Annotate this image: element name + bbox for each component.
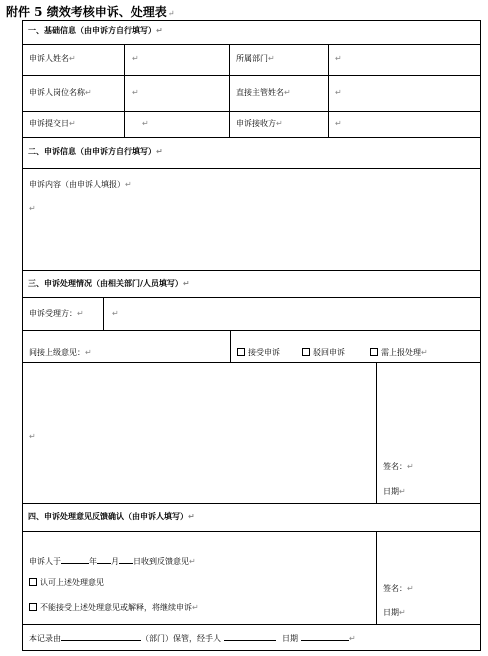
receiver-field[interactable]: ↵ (335, 119, 342, 128)
superior-opinion-field[interactable]: ↵ (29, 432, 36, 441)
applicant-name-label: 申诉人姓名↵ (29, 54, 76, 63)
department-field[interactable]: ↵ (335, 54, 342, 63)
acceptor-label: 申诉受理方：↵ (29, 309, 84, 318)
return-mark-icon: ↵ (167, 9, 175, 18)
position-field[interactable]: ↵ (132, 88, 139, 97)
position-label: 申诉人岗位名称↵ (29, 88, 92, 97)
page-title: 附件 5 绩效考核申诉、处理表↵ (6, 5, 175, 19)
handling-sign-label: 签名：↵ (383, 462, 414, 471)
feedback-received-line: 申诉人于 年 月 日收到反馈意见↵ (29, 557, 196, 566)
record-custody-line: 本记录由 （部门）保管，经手人 日期 ↵ (29, 634, 356, 643)
section-handling-heading: 三、申诉处理情况（由相关部门/人员填写）↵ (28, 279, 190, 288)
supervisor-field[interactable]: ↵ (335, 88, 342, 97)
section-basic-info-heading: 一、基础信息（由申诉方自行填写）↵ (28, 26, 163, 35)
department-label: 所属部门↵ (236, 54, 275, 63)
submit-date-label: 申诉提交日↵ (29, 119, 76, 128)
superior-opinion-label: 间接上级意见：↵ (29, 348, 92, 357)
feedback-date-label: 日期↵ (383, 608, 406, 617)
receiver-label: 申诉接收方↵ (236, 119, 283, 128)
checkbox-icon (370, 348, 378, 356)
section-feedback-heading: 四、申诉处理意见反馈确认（由申诉人填写）↵ (28, 512, 195, 521)
checkbox-icon (29, 603, 37, 611)
feedback-agree-checkbox[interactable]: 认可上述处理意见 (29, 578, 104, 588)
applicant-name-field[interactable]: ↵ (132, 54, 139, 63)
feedback-disagree-checkbox[interactable]: 不能接受上述处理意见或解释，将继续申诉↵ (29, 603, 199, 613)
submit-date-field[interactable]: ↵ (142, 119, 149, 128)
feedback-sign-label: 签名：↵ (383, 584, 414, 593)
supervisor-label: 直接主管姓名↵ (236, 88, 291, 97)
handling-date-label: 日期↵ (383, 487, 406, 496)
option-accept-checkbox[interactable]: 接受申诉 (237, 348, 280, 358)
appeal-content-label: 申诉内容（由申诉人填报）↵ (29, 180, 132, 189)
section-appeal-info-heading: 二、申诉信息（由申诉方自行填写）↵ (28, 147, 163, 156)
option-reject-checkbox[interactable]: 驳回申诉 (302, 348, 345, 358)
checkbox-icon (29, 578, 37, 586)
checkbox-icon (237, 348, 245, 356)
appeal-content-field[interactable]: ↵ (29, 204, 36, 213)
acceptor-field[interactable]: ↵ (112, 309, 119, 318)
checkbox-icon (302, 348, 310, 356)
option-escalate-checkbox[interactable]: 需上报处理↵ (370, 348, 428, 358)
